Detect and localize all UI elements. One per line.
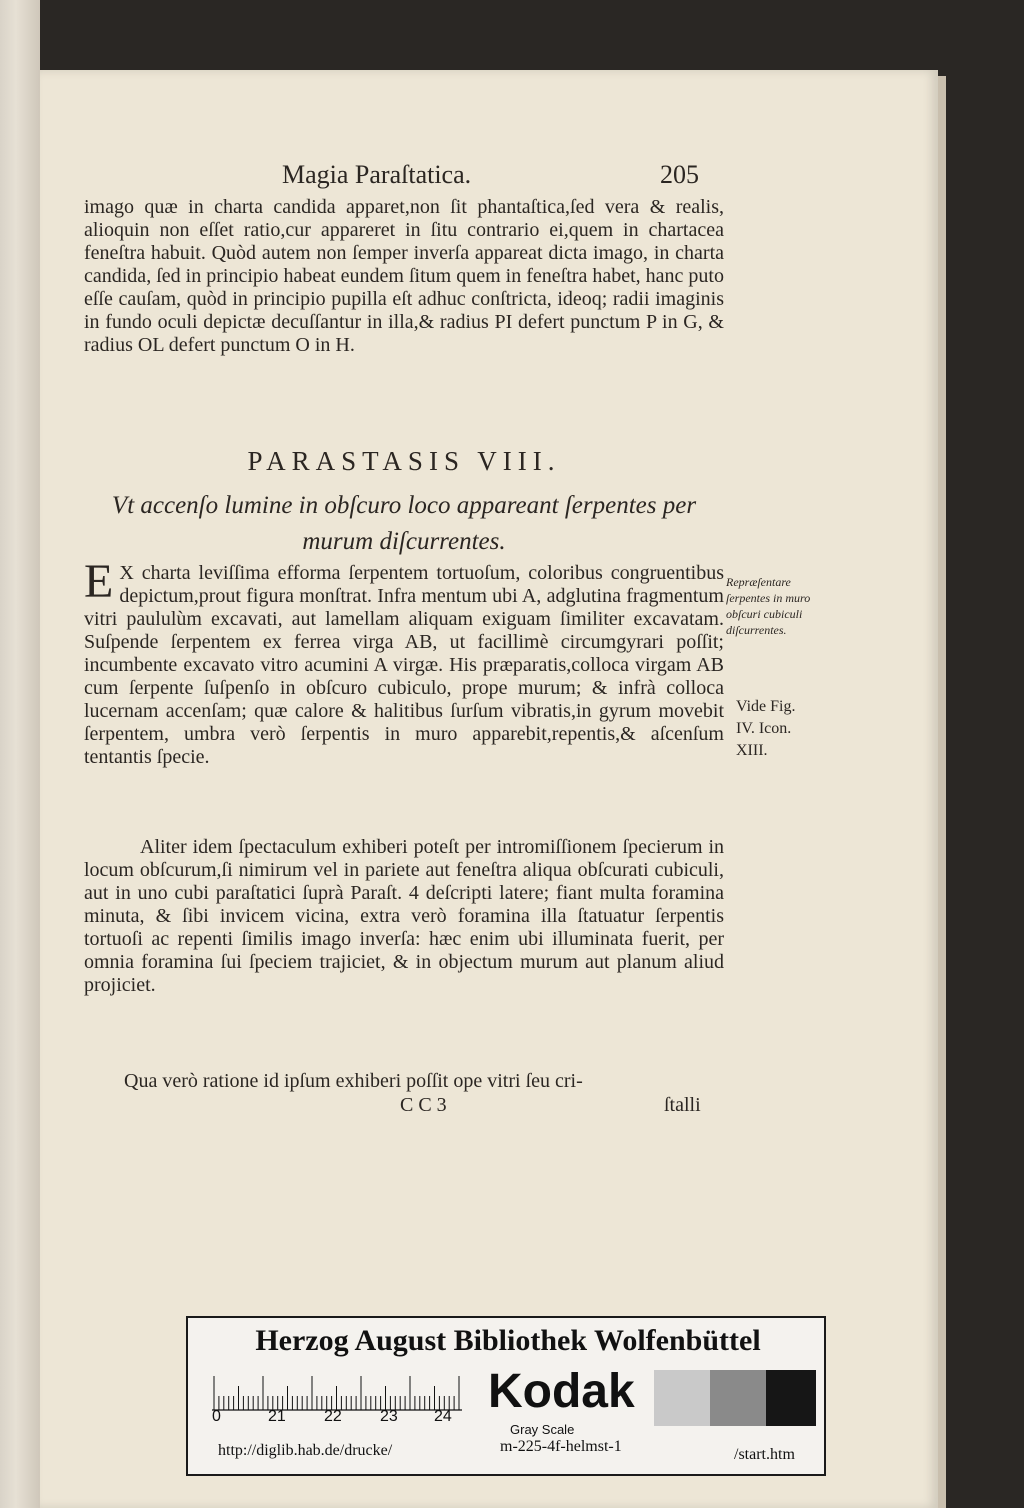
paragraph-4: Qua verò ratione id ipſum exhiberi poſſit ope vitri ſeu cri- <box>124 1070 583 1092</box>
signature-mark: C C 3 <box>400 1094 447 1116</box>
card-url: http://diglib.hab.de/drucke/ <box>218 1442 393 1459</box>
margin-note: Repræſentare ſerpentes in muro obſcuri cubiculi diſcurrentes. <box>726 575 811 637</box>
card-start: /start.htm <box>734 1446 795 1463</box>
paragraph-3: Aliter idem ſpectaculum exhiberi poteſt per intromiſſionem ſpecierum in locum obſcurum,ſi nimirum vel in pariete aut feneſtra aliqua obſcurati cubiculi, aut in uno cubi paraſtatici ſuprà Paraſt. 4 deſcripti latere; fiant multa foramina minuta, & ſibi invicem vicina, extra verò foramina illa ſtatuatur ſerpentis tortuoſi ac repenti ſimilis imago inverſa: hæc enim ubi illuminata fuerit, per omnia foramina ſui ſpeciem trajiciet, & in objectum murum aut planum aliud projiciet. <box>84 836 724 996</box>
catchword: ſtalli <box>664 1094 701 1116</box>
gray-patch-light <box>654 1370 710 1426</box>
gray-patch-dark <box>766 1370 816 1426</box>
gray-patch-mid <box>710 1370 766 1426</box>
paragraph-2 <box>84 555 724 769</box>
ruler-labels <box>212 1408 472 1428</box>
ruler-label: 21 <box>268 1408 286 1425</box>
kodak-logo: Kodak <box>488 1365 635 1418</box>
grayscale-label: Gray Scale <box>510 1422 575 1437</box>
drop-cap: E <box>84 555 114 608</box>
ruler-label: 22 <box>324 1408 342 1425</box>
section-subheading: Vt accenſo lumine in obſcuro loco appareant ſerpentes per murum diſcurrentes. <box>111 492 697 555</box>
paragraph-1: imago quæ in charta candida apparet,non ſit phantaſtica,ſed vera & realis, alioquin non eſſet ratio,cur appareret in ſitu contrario ei,quem in chartacea feneſtra habuit. Quòd autem non ſemper inverſa appareat dicta imago, in charta candida, ſed in principio habeat eundem ſitum quem in feneſtra habet, hanc puto eſſe cauſam, quòd in principio pupilla eſt adhuc conſtricta, ideoq; radii imaginis in fundo oculi depictæ decuſſantur in illa,& radius PI defert punctum P in G, & radius OL defert punctum O in H. <box>84 196 724 356</box>
card-title: Herzog August Bibliothek Wolfenbüttel <box>255 1324 761 1357</box>
paragraph-2-text: X charta leviſſima efforma ſerpentem tortuoſum, coloribus congruentibus depictum,prout figura monſtrat. Infra mentum ubi A, adglutina fragmentum vitri paululùm excavati, aut lamellam aliquam exiguam ſimiliter excavatam. Suſpende ſerpentem ex ferrea virga AB, ut facillimè circumgyrari poſſit; incumbente excavato vitro acumini A virgæ. His præparatis,colloca virgam AB cum ſerpente ſuſpenſo in obſcuro cubiculo, prope murum; & infrà colloca lucernam accenſam; quæ calore & halitibus ſurſum vibratis,in gyrum movebit ſerpentem, umbra verò ſerpentis in muro apparebit,repentis,& aſcenſum tentantis ſpecie. <box>84 562 724 768</box>
page-edge <box>938 76 946 1508</box>
ruler-label: 24 <box>434 1408 452 1425</box>
ruler-label: 23 <box>380 1408 398 1425</box>
library-color-card <box>186 1316 826 1476</box>
running-head: Magia Paraſtatica. <box>282 160 472 189</box>
card-id: m-225-4f-helmst-1 <box>500 1438 622 1455</box>
page-number: 205 <box>660 160 699 189</box>
section-heading: PARASTASIS VIII. <box>247 446 561 476</box>
ruler-scale <box>212 1372 462 1412</box>
book-binding <box>0 0 40 1508</box>
margin-note-figure: Vide Fig. IV. Icon. XIII. <box>736 698 796 759</box>
ruler-label: 0 <box>212 1408 221 1425</box>
